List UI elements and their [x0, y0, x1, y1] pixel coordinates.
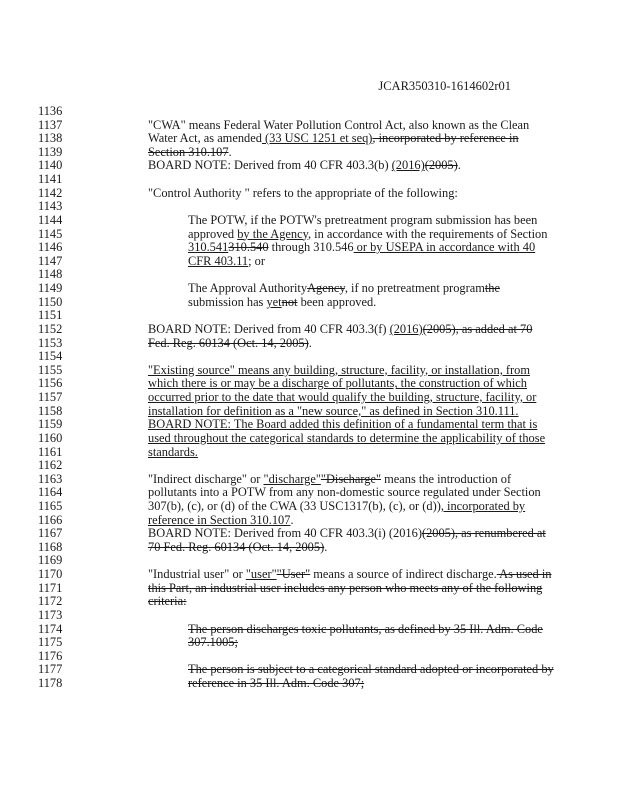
inserted-text: (2016) [391, 158, 425, 173]
line-number: 1146 [38, 240, 63, 255]
inserted-text: occurred prior to the date that would qualify the building, structure, facility, or [148, 390, 537, 405]
deleted-text: 310.540 [228, 240, 269, 255]
line-number: 1143 [38, 199, 63, 214]
line-number: 1147 [38, 253, 63, 268]
line-number: 1151 [38, 308, 63, 323]
line-number: 1145 [38, 226, 63, 241]
text-segment: ; or [248, 253, 266, 268]
deleted-text: (2005), as renumbered at [421, 526, 546, 541]
line-number: 1158 [38, 403, 63, 418]
line-number: 1150 [38, 294, 63, 309]
deleted-text: As used in [496, 567, 552, 582]
text-segment: BOARD NOTE: Derived from 40 CFR 403.3(i) (2016) [148, 526, 422, 541]
line-text [188, 227, 547, 241]
line-text [148, 336, 312, 350]
line-number: 1163 [38, 471, 63, 486]
line-text [148, 158, 461, 172]
text-segment: in accordance with the requirements of Section [311, 226, 548, 241]
text-segment: means the introduction of [381, 471, 512, 486]
line-text [188, 622, 543, 636]
line-number: 1136 [38, 104, 63, 118]
deleted-text: (2005), as added at 70 [422, 321, 533, 336]
line-number: 1148 [38, 267, 63, 282]
inserted-text: 310.541 [188, 240, 229, 255]
line-text [148, 513, 294, 527]
inserted-text: BOARD NOTE: The Board added this definition of a fundamental term that is [148, 417, 538, 432]
inserted-text: by the Agency, [237, 226, 312, 241]
inserted-text: (33 USC 1251 et seq) [261, 131, 373, 146]
line-number: 1169 [38, 553, 63, 568]
line-text [188, 635, 238, 649]
line-number: 1176 [38, 648, 63, 663]
line-number: 1162 [38, 458, 63, 473]
line-text [148, 131, 519, 145]
line-text [148, 376, 527, 390]
deleted-text: 307.1005; [188, 635, 238, 650]
line-number: 1156 [38, 376, 63, 391]
line-number: 1138 [38, 131, 63, 146]
line-number: 1149 [38, 281, 63, 296]
line-text [148, 363, 530, 377]
text-segment: "Indirect discharge" or [148, 471, 264, 486]
line-number: 1153 [38, 335, 63, 350]
inserted-text: CFR 403.11 [188, 253, 249, 268]
line-text [148, 390, 536, 404]
line-number: 1167 [38, 526, 63, 541]
inserted-text: installation for definition as a "new source," as defined in Section 310.111. [148, 403, 519, 418]
line-number: 1171 [38, 580, 63, 595]
text-segment: . [228, 144, 232, 159]
text-segment: . [290, 512, 294, 527]
line-text [188, 295, 376, 309]
inserted-text: or by USEPA in accordance with 40 [353, 240, 536, 255]
line-text [148, 594, 187, 608]
line-number: 1172 [38, 594, 63, 609]
text-segment: submission has [188, 294, 267, 309]
line-text [188, 254, 265, 268]
deleted-text: (2005) [424, 158, 458, 173]
deleted-text: , incorporated by reference in [372, 131, 519, 146]
inserted-text: , incorporated by [440, 498, 526, 513]
deleted-text: reference in 35 Ill. Adm. Code 307; [188, 676, 365, 691]
text-segment: . [324, 539, 328, 554]
line-text [148, 567, 551, 581]
deleted-text: The person discharges toxic pollutants, as defined by 35 Ill. Adm. Code [188, 621, 543, 636]
inserted-text: "discharge" [263, 471, 321, 486]
text-segment: approved [188, 226, 238, 241]
text-segment: . [308, 335, 312, 350]
text-segment: The Approval Authority [188, 281, 308, 296]
line-text [188, 240, 535, 254]
line-text [148, 322, 532, 336]
line-text [188, 676, 364, 690]
inserted-text: "Existing source" means any building, structure, facility, or installation, from [148, 362, 530, 377]
line-text [148, 485, 541, 499]
deleted-text: Section 310.107 [148, 144, 229, 159]
line-number: 1174 [38, 621, 63, 636]
text-segment: . [457, 158, 461, 173]
line-number: 1170 [38, 567, 63, 582]
text-segment: pollutants into a POTW from any non-domestic source regulated under Section [148, 485, 541, 500]
text-segment: BOARD NOTE: Derived from 40 CFR 403.3(f) [148, 321, 390, 336]
line-number: 1140 [38, 158, 63, 173]
inserted-text: used throughout the categorical standards to determine the applicability of those [148, 430, 546, 445]
line-text [188, 662, 554, 676]
text-segment: BOARD NOTE: Derived from 40 CFR 403.3(b) [148, 158, 392, 173]
text-segment: 307(b), (c), or (d) of the CWA (33 USC1317(b), (c), or (d)) [148, 498, 441, 513]
line-number: 1159 [38, 417, 63, 432]
line-text [148, 499, 525, 513]
line-text [148, 417, 537, 431]
line-text [148, 581, 542, 595]
inserted-text: standards. [148, 444, 198, 459]
line-number: 1157 [38, 390, 63, 405]
line-number: 1144 [38, 212, 63, 227]
line-text [148, 526, 546, 540]
line-text [148, 118, 529, 132]
text-segment: The POTW, if the POTW's pretreatment program submission has been [188, 212, 538, 227]
line-text [148, 404, 519, 418]
line-number: 1165 [38, 498, 63, 513]
deleted-text: "User" [276, 567, 311, 582]
document-id-header: JCAR350310-1614602r01 [378, 79, 511, 93]
line-number: 1142 [38, 185, 63, 200]
line-number: 1155 [38, 362, 63, 377]
text-segment: "CWA" means Federal Water Pollution Control Act, also known as the Clean [148, 117, 530, 132]
line-number: 1141 [38, 172, 63, 187]
line-text [148, 431, 545, 445]
line-text [148, 540, 327, 554]
text-segment: "Control Authority " refers to the appropriate of the following: [148, 185, 458, 200]
line-number: 1166 [38, 512, 63, 527]
text-segment: Water Act, as amended [148, 131, 262, 146]
line-number: 1137 [38, 117, 63, 132]
line-text [148, 445, 198, 459]
line-number: 1175 [38, 635, 63, 650]
line-number: 1177 [38, 662, 63, 677]
line-number: 1173 [38, 607, 63, 622]
inserted-text: which there is or may be a discharge of pollutants, the construction of which [148, 376, 527, 391]
line-number: 1164 [38, 485, 63, 500]
text-segment: been approved. [297, 294, 377, 309]
inserted-text: yet [266, 294, 282, 309]
text-segment: "Industrial user" or [148, 567, 246, 582]
deleted-text: The person is subject to a categorical standard adopted or incorporated by [188, 662, 554, 677]
text-segment: means a source of indirect discharge. [310, 567, 497, 582]
line-text [148, 145, 232, 159]
deleted-text: Agency [307, 281, 345, 296]
line-number: 1161 [38, 444, 63, 459]
deleted-text: not [281, 294, 298, 309]
line-text [148, 186, 458, 200]
inserted-text: "user" [245, 567, 277, 582]
deleted-text: this Part, an industrial user includes any person who meets any of the following [148, 580, 543, 595]
line-text [188, 281, 500, 295]
deleted-text: 70 Fed. Reg. 60134 (Oct. 14, 2005) [148, 539, 325, 554]
deleted-text: criteria: [148, 594, 187, 609]
text-segment: through 310.546 [268, 240, 354, 255]
line-text [188, 213, 537, 227]
line-number: 1154 [38, 349, 63, 364]
inserted-text: reference in Section 310.107 [148, 512, 291, 527]
line-number: 1139 [38, 144, 63, 159]
line-number: 1160 [38, 430, 63, 445]
deleted-text: "Discharge" [320, 471, 382, 486]
line-text [148, 472, 511, 486]
line-number: 1168 [38, 539, 63, 554]
deleted-text: the [484, 281, 500, 296]
line-number: 1178 [38, 676, 63, 691]
text-segment: , if no pretreatment program [344, 281, 485, 296]
deleted-text: Fed. Reg. 60134 (Oct. 14, 2005) [148, 335, 309, 350]
inserted-text: (2016) [389, 321, 423, 336]
line-number: 1152 [38, 321, 63, 336]
